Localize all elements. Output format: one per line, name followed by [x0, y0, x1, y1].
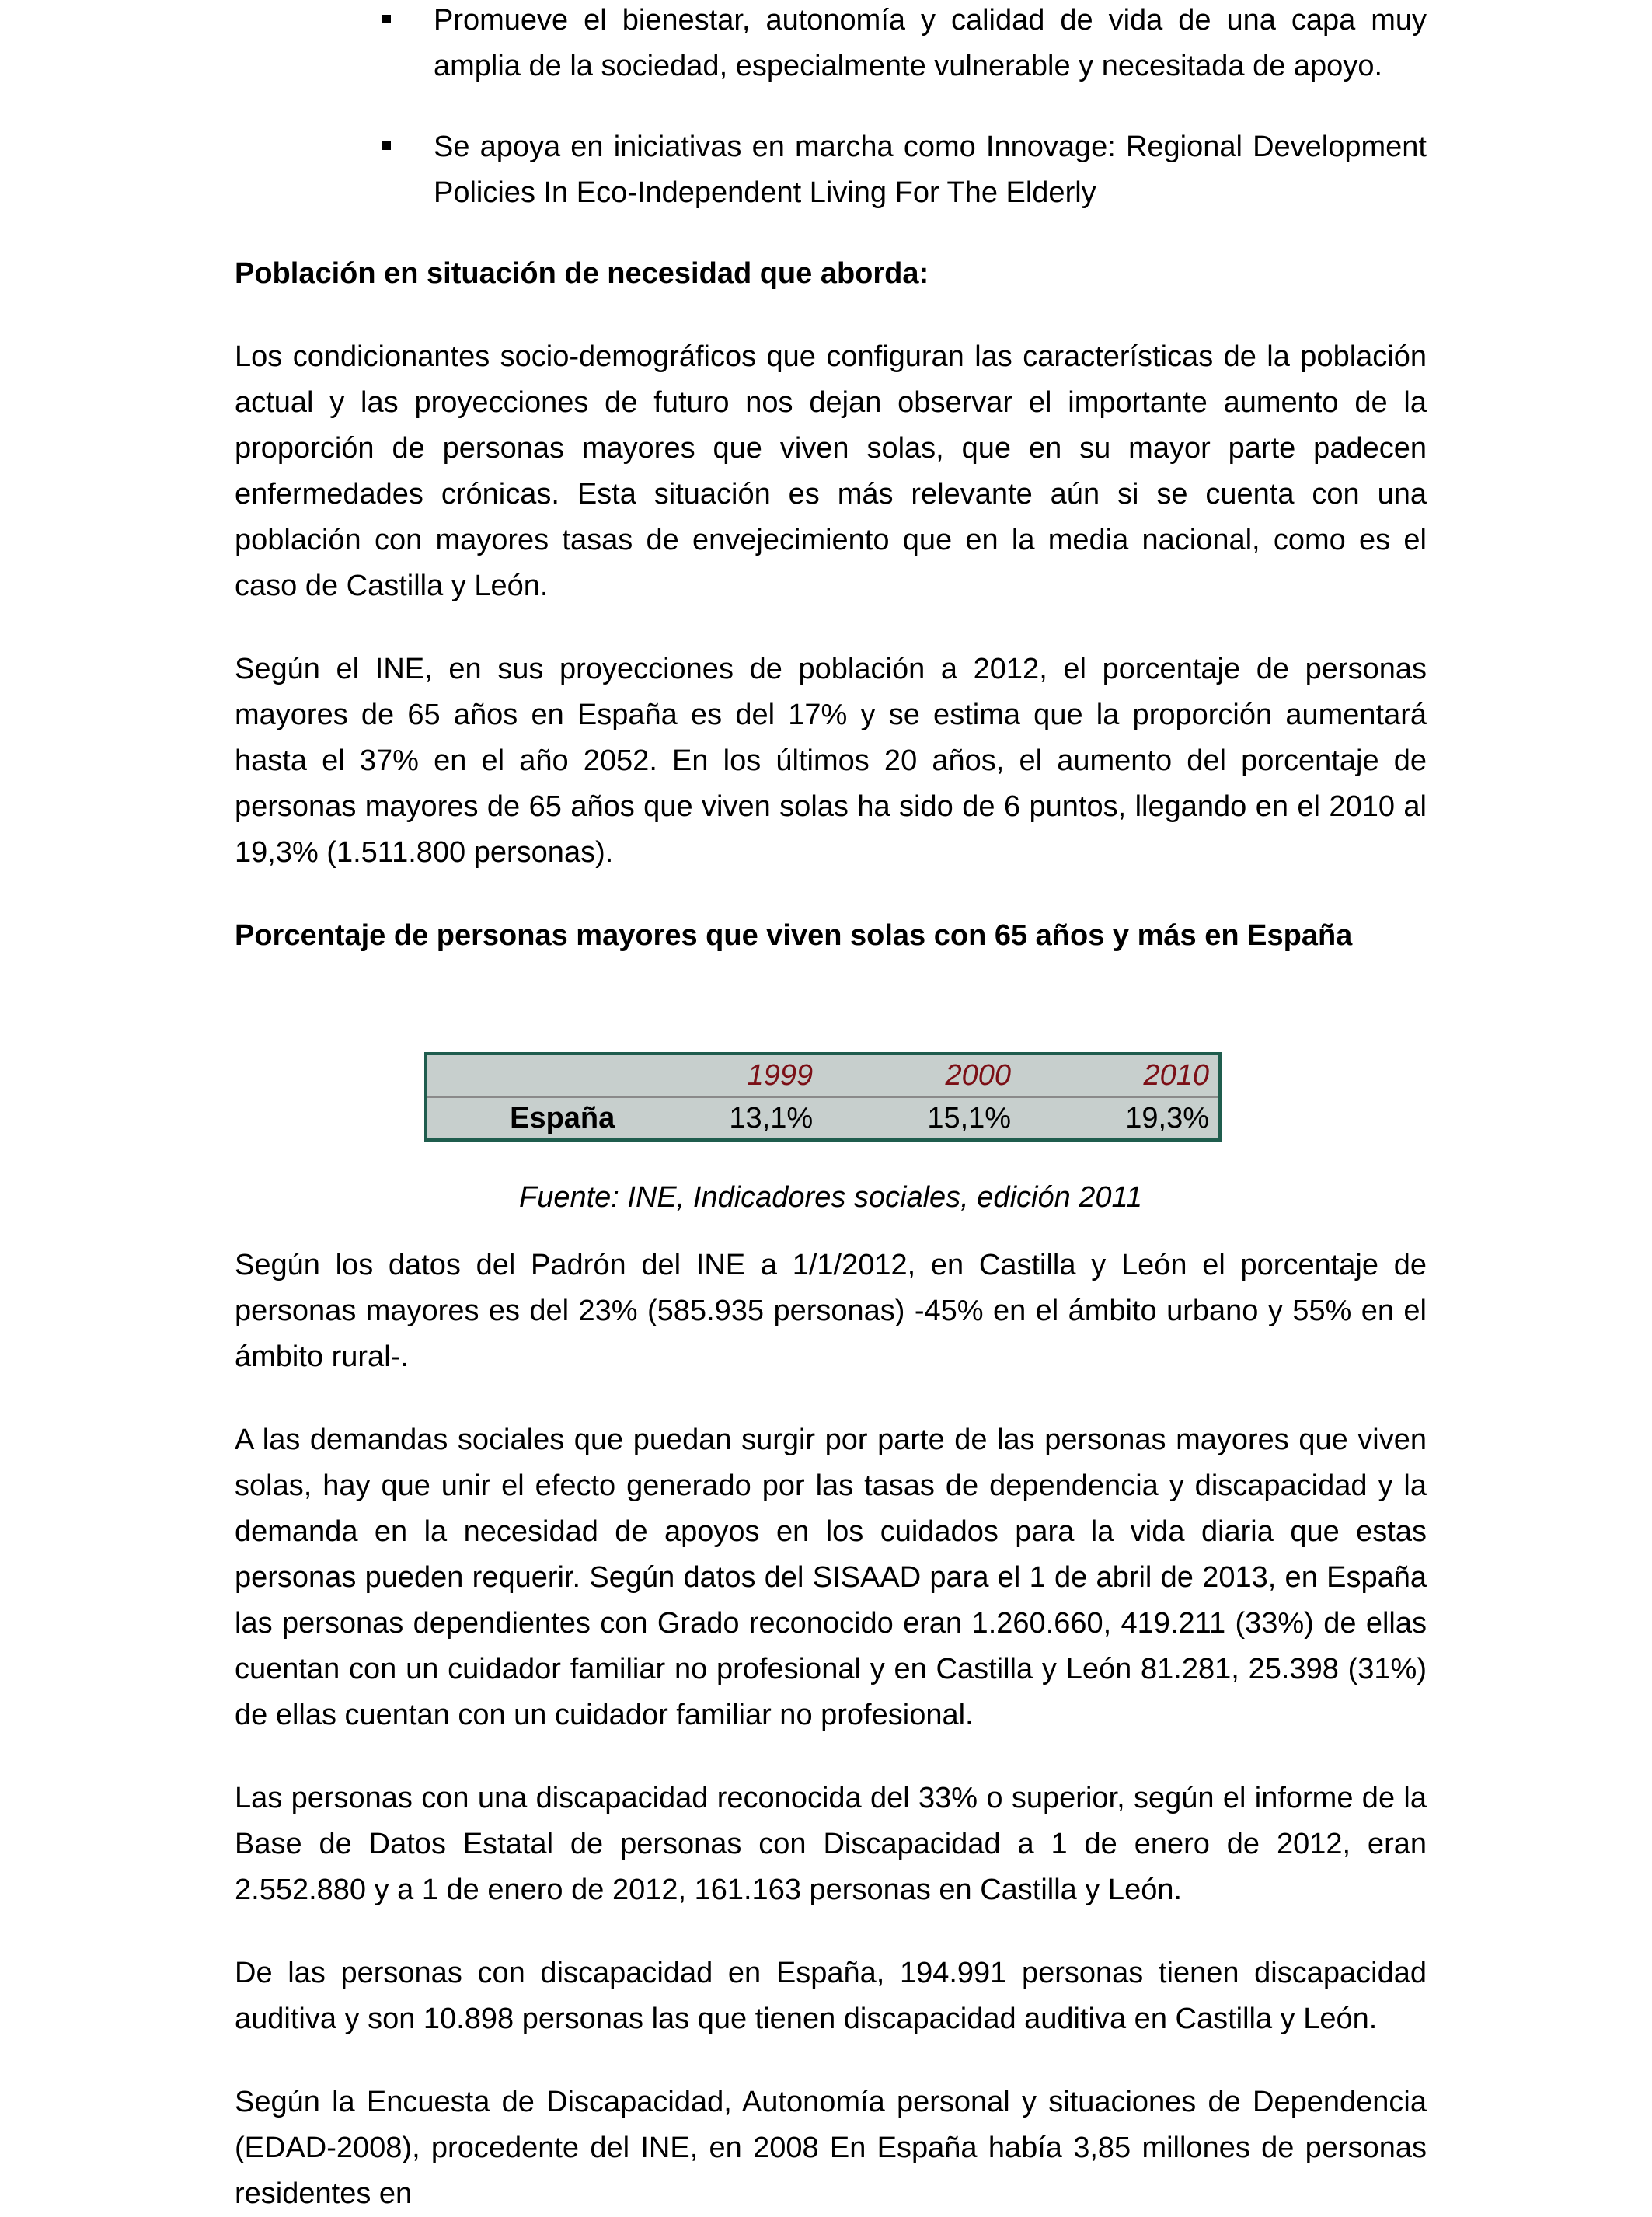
paragraph: Según los datos del Padrón del INE a 1/1/2012, en Castilla y León el porcentaje de personas mayores es del 23% (585.935 personas) -45% en el ámbito urbano y 55% en el ámbito rural-.: [235, 1249, 1427, 1373]
bullet-item: [235, 0, 1427, 89]
table-header-row: [426, 1054, 1220, 1097]
paragraph: Según el INE, en sus proyecciones de población a 2012, el porcentaje de personas mayores de 65 años en España es del 17% y se estima que la proporción aumentará hasta el 37% en el año 2052. En los últimos 20 años, el aumento del porcentaje de personas mayores de 65 años que viven solas ha sido de 6 puntos, llegando en el 2010 al 19,3% (1.511.800 personas).: [235, 653, 1427, 869]
table-cell: 19,3%: [1125, 1101, 1209, 1135]
table-heading: Porcentaje de personas mayores que viven solas con 65 años y más en España: [235, 919, 1353, 952]
bullet-item: [235, 124, 1427, 216]
document-page: [235, 0, 1427, 2217]
table-header-cell: [426, 1054, 624, 1097]
table-cell: 13,1%: [729, 1101, 814, 1135]
section-heading: Población en situación de necesidad que aborda:: [235, 257, 929, 290]
paragraph: A las demandas sociales que puedan surgir por parte de las personas mayores que viven solas, hay que unir el efecto generado por las tasas de dependencia y discapacidad y la demanda en la necesidad de apoyos en los cuidados para la vida diaria que estas personas pueden requerir. Según datos del SISAAD para el 1 de abril de 2013, en España las personas dependientes con Grado reconocido eran 1.260.660, 419.211 (33%) de ellas cuentan con un cuidador familiar no profesional y en Castilla y León 81.281, 25.398 (31%) de ellas cuentan con un cuidador familiar no profesional.: [235, 1424, 1427, 1731]
square-bullet-icon: [382, 141, 391, 150]
paragraph: Las personas con una discapacidad reconocida del 33% o superior, según el informe de la Base de Datos Estatal de personas con Discapacidad a 1 de enero de 2012, eran 2.552.880 y a 1 de enero de 2012, 161.163 personas en Castilla y León.: [235, 1782, 1427, 1906]
table-header-cell: 2000: [822, 1054, 1020, 1097]
table-header-cell: 1999: [624, 1054, 822, 1097]
square-bullet-icon: [382, 15, 391, 23]
table-cell: 15,1%: [927, 1101, 1012, 1135]
paragraph: Los condicionantes socio-demográficos que configuran las características de la población actual y las proyecciones de futuro nos dejan observar el importante aumento de la proporción de personas mayores que viven solas, que en su mayor parte padecen enfermedades crónicas. Esta situación es más relevante aún si se cuenta con una población con mayores tasas de envejecimiento que en la media nacional, como es el caso de Castilla y León.: [235, 340, 1427, 602]
stats-table-wrapper: [424, 1052, 1222, 1142]
bullet-text: Se apoya en iniciativas en marcha como Innovage: Regional Development Policies In Eco-Independent Living For The Elderly: [434, 131, 1427, 209]
stats-table: [424, 1052, 1222, 1142]
table-header-cell: 2010: [1020, 1054, 1220, 1097]
table-row: [426, 1097, 1220, 1141]
paragraph: De las personas con discapacidad en España, 194.991 personas tienen discapacidad auditiva y son 10.898 personas las que tienen discapacidad auditiva en Castilla y León.: [235, 1957, 1427, 2035]
bullet-text: Promueve el bienestar, autonomía y calidad de vida de una capa muy amplia de la sociedad, especialmente vulnerable y necesitada de apoyo.: [434, 4, 1427, 82]
table-row-label: España: [510, 1101, 615, 1135]
table-source-caption: Fuente: INE, Indicadores sociales, edición 2011: [519, 1181, 1142, 1214]
bullet-list: [235, 0, 1427, 216]
paragraph: Según la Encuesta de Discapacidad, Autonomía personal y situaciones de Dependencia (EDAD-2008), procedente del INE, en 2008 En España había 3,85 millones de personas residentes en: [235, 2086, 1427, 2210]
